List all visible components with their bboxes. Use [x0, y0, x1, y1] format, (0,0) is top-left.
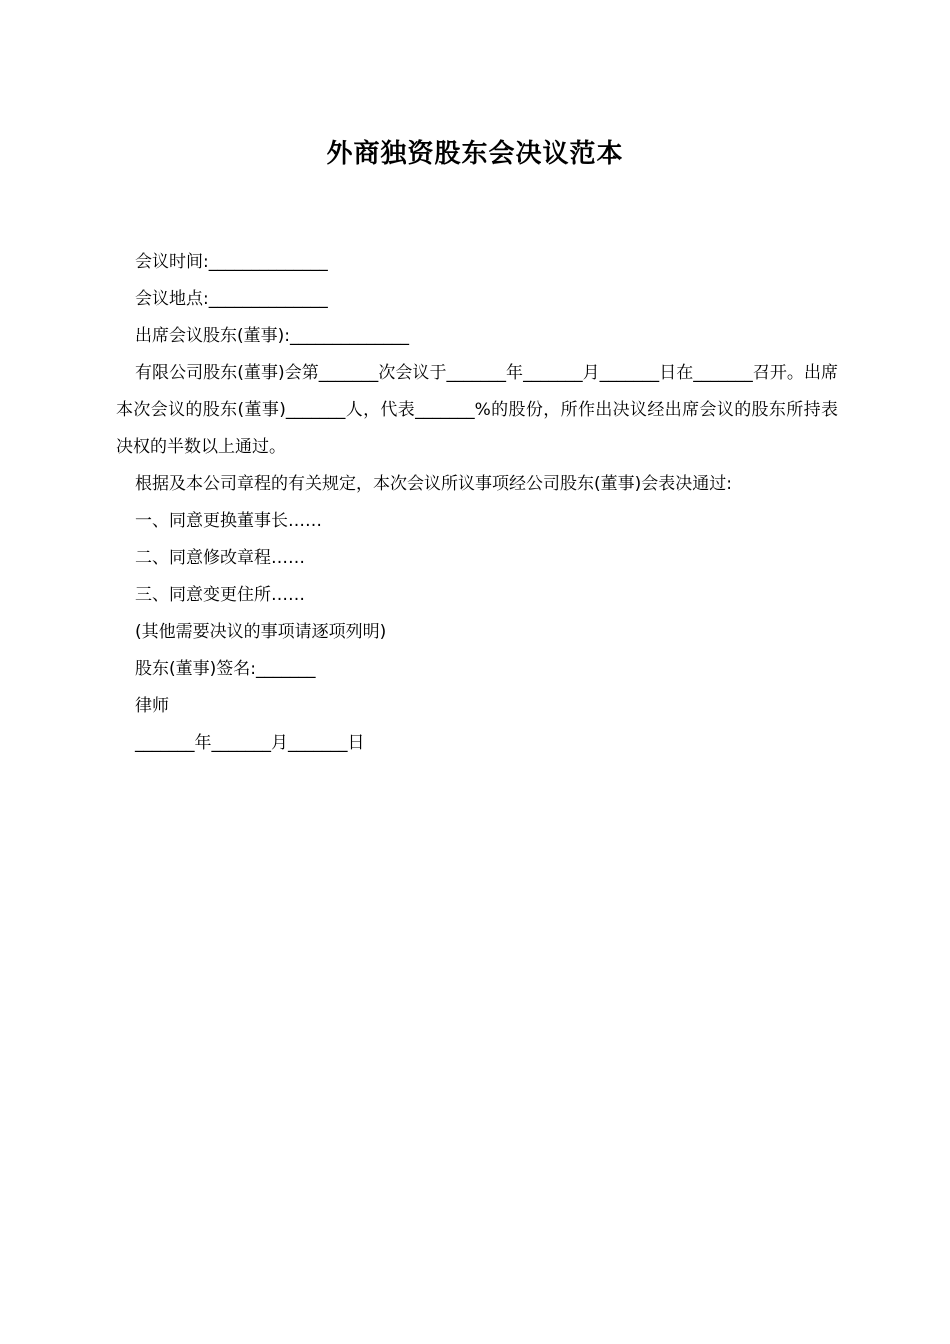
document-title: 外商独资股东会决议范本	[326, 139, 624, 169]
intro-paragraph: 有限公司股东(董事)会第_______次会议于_______年_______月_______日在_______召开。出席本次会议的股东(董事)_______人，代表_______%的股份，所作出决议经出席会议的股东所持表决权的半数以上通过。	[116, 363, 838, 457]
resolution-item-2: 二、同意修改章程……	[135, 548, 305, 568]
lawyer-line: 律师	[135, 696, 169, 716]
date-line: _______年_______月_______日	[135, 733, 365, 753]
meeting-place-line: 会议地点:______________	[135, 289, 328, 309]
signature-line: 股东(董事)签名:_______	[135, 659, 316, 679]
basis-line: 根据及本公司章程的有关规定，本次会议所议事项经公司股东(董事)会表决通过:	[135, 474, 732, 494]
meeting-time-line: 会议时间:______________	[135, 252, 328, 272]
resolution-item-1: 一、同意更换董事长……	[135, 511, 322, 531]
document-body	[116, 244, 838, 762]
attendees-line: 出席会议股东(董事):______________	[135, 326, 409, 346]
resolution-item-3: 三、同意变更住所……	[135, 585, 305, 605]
other-items-note: (其他需要决议的事项请逐项列明)	[135, 622, 387, 642]
